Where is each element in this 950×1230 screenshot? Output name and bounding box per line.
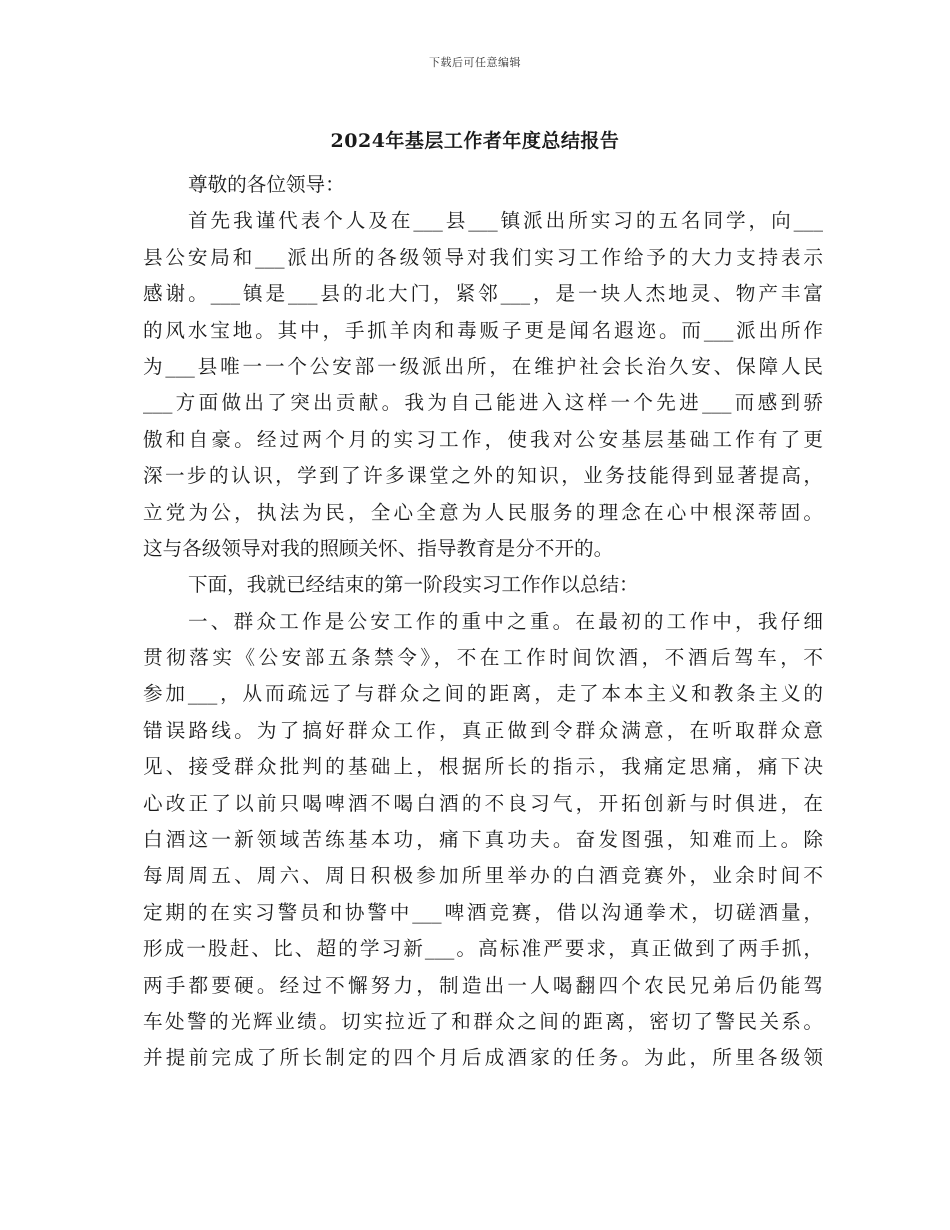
body-line: 两手都要硬。经过不懈努力，制造出一人喝翻四个农民兄弟后仍能驾	[143, 973, 823, 997]
body-line: 参加___，从而疏远了与群众之间的距离，走了本本主义和教条主义的	[143, 682, 823, 706]
body-line: 下面，我就已经结束的第一阶段实习工作作以总结：	[188, 573, 639, 597]
body-line: 这与各级领导对我的照顾关怀、指导教育是分不开的。	[143, 536, 614, 560]
body-line: ___方面做出了突出贡献。我为自己能进入这样一个先进___而感到骄	[143, 391, 823, 415]
body-line: 定期的在实习警员和协警中___啤酒竞赛，借以沟通拳术，切磋酒量，	[143, 900, 823, 924]
document-title: 2024年基层工作者年度总结报告	[330, 130, 620, 152]
body-line: 立党为公，执法为民，全心全意为人民服务的理念在心中根深蒂固。	[143, 500, 823, 524]
header-note: 下载后可任意编辑	[429, 56, 521, 69]
body-line: 白酒这一新领域苦练基本功，痛下真功夫。奋发图强，知难而上。除	[143, 828, 823, 852]
body-line: 并提前完成了所长制定的四个月后成酒家的任务。为此，所里各级领	[143, 1046, 823, 1070]
body-line: 的风水宝地。其中，手抓羊肉和毒贩子更是闻名遐迩。而___派出所作	[143, 318, 823, 342]
body-line: 尊敬的各位领导：	[188, 173, 345, 196]
body-line: 每周周五、周六、周日积极参加所里举办的白酒竞赛外，业余时间不	[143, 864, 823, 888]
body-line: 首先我谨代表个人及在___县___镇派出所实习的五名同学，向___	[188, 209, 823, 233]
body-line: 傲和自豪。经过两个月的实习工作，使我对公安基层基础工作有了更	[143, 427, 823, 451]
body-line: 贯彻落实《公安部五条禁令》，不在工作时间饮酒，不酒后驾车，不	[143, 646, 823, 670]
body-line: 见、接受群众批判的基础上，根据所长的指示，我痛定思痛，痛下决	[143, 755, 823, 779]
body-line: 车处警的光辉业绩。切实拉近了和群众之间的距离，密切了警民关系。	[143, 1009, 823, 1033]
body-line: 深一步的认识，学到了许多课堂之外的知识，业务技能得到显著提高，	[143, 464, 823, 488]
body-line: 形成一股赶、比、超的学习新___。高标准严要求，真正做到了两手抓，	[143, 937, 823, 961]
body-line: 为___县唯一一个公安部一级派出所，在维护社会长治久安、保障人民	[143, 354, 823, 378]
body-line: 心改正了以前只喝啤酒不喝白酒的不良习气，开拓创新与时俱进，在	[143, 791, 823, 815]
body-line: 感谢。___镇是___县的北大门，紧邻___，是一块人杰地灵、物产丰富	[143, 282, 823, 306]
document-body	[143, 167, 823, 1077]
body-line: 错误路线。为了搞好群众工作，真正做到令群众满意，在听取群众意	[143, 718, 823, 742]
body-line: 一、群众工作是公安工作的重中之重。在最初的工作中，我仔细	[188, 609, 823, 633]
body-line: 县公安局和___派出所的各级领导对我们实习工作给予的大力支持表示	[143, 245, 823, 269]
